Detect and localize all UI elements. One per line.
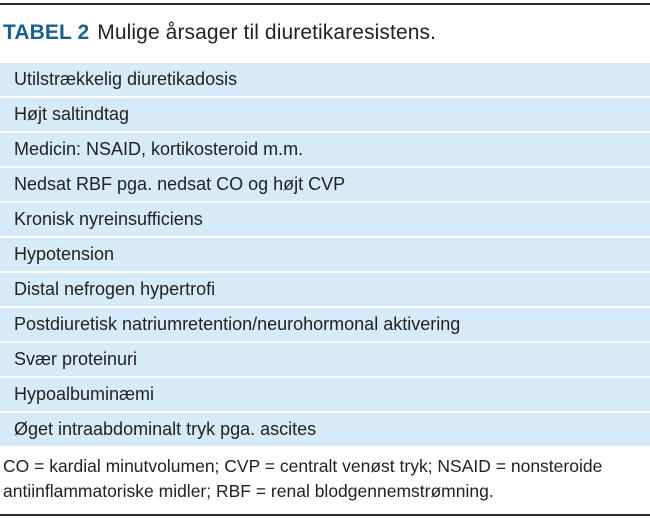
footnote-line: antiinflammatoriske midler; RBF = renal blodgennemstrømning. bbox=[3, 481, 494, 501]
table-footnote bbox=[3, 454, 650, 504]
table-row: Utilstrækkelig diuretikadosis bbox=[0, 63, 650, 98]
table-row: Øget intraabdominalt tryk pga. ascites bbox=[0, 413, 650, 446]
table-row: Hypoalbuminæmi bbox=[0, 378, 650, 413]
table-row: Hypotension bbox=[0, 238, 650, 273]
top-rule bbox=[0, 3, 650, 5]
table-row: Kronisk nyreinsufficiens bbox=[0, 203, 650, 238]
table-row: Nedsat RBF pga. nedsat CO og højt CVP bbox=[0, 168, 650, 203]
footnote-line: CO = kardial minutvolumen; CVP = centralt venøst tryk; NSAID = nonsteroide bbox=[3, 456, 603, 476]
table-row: Svær proteinuri bbox=[0, 343, 650, 378]
table-row: Distal nefrogen hypertrofi bbox=[0, 273, 650, 308]
table-row: Medicin: NSAID, kortikosteroid m.m. bbox=[0, 133, 650, 168]
table-caption bbox=[3, 20, 436, 46]
table-number-label: TABEL 2 bbox=[3, 21, 90, 44]
table-title: Mulige årsager til diuretikaresistens. bbox=[97, 21, 437, 44]
table-row: Højt saltindtag bbox=[0, 98, 650, 133]
causes-table bbox=[0, 63, 650, 446]
table-row: Postdiuretisk natriumretention/neurohormonal aktivering bbox=[0, 308, 650, 343]
bottom-rule bbox=[0, 514, 650, 516]
